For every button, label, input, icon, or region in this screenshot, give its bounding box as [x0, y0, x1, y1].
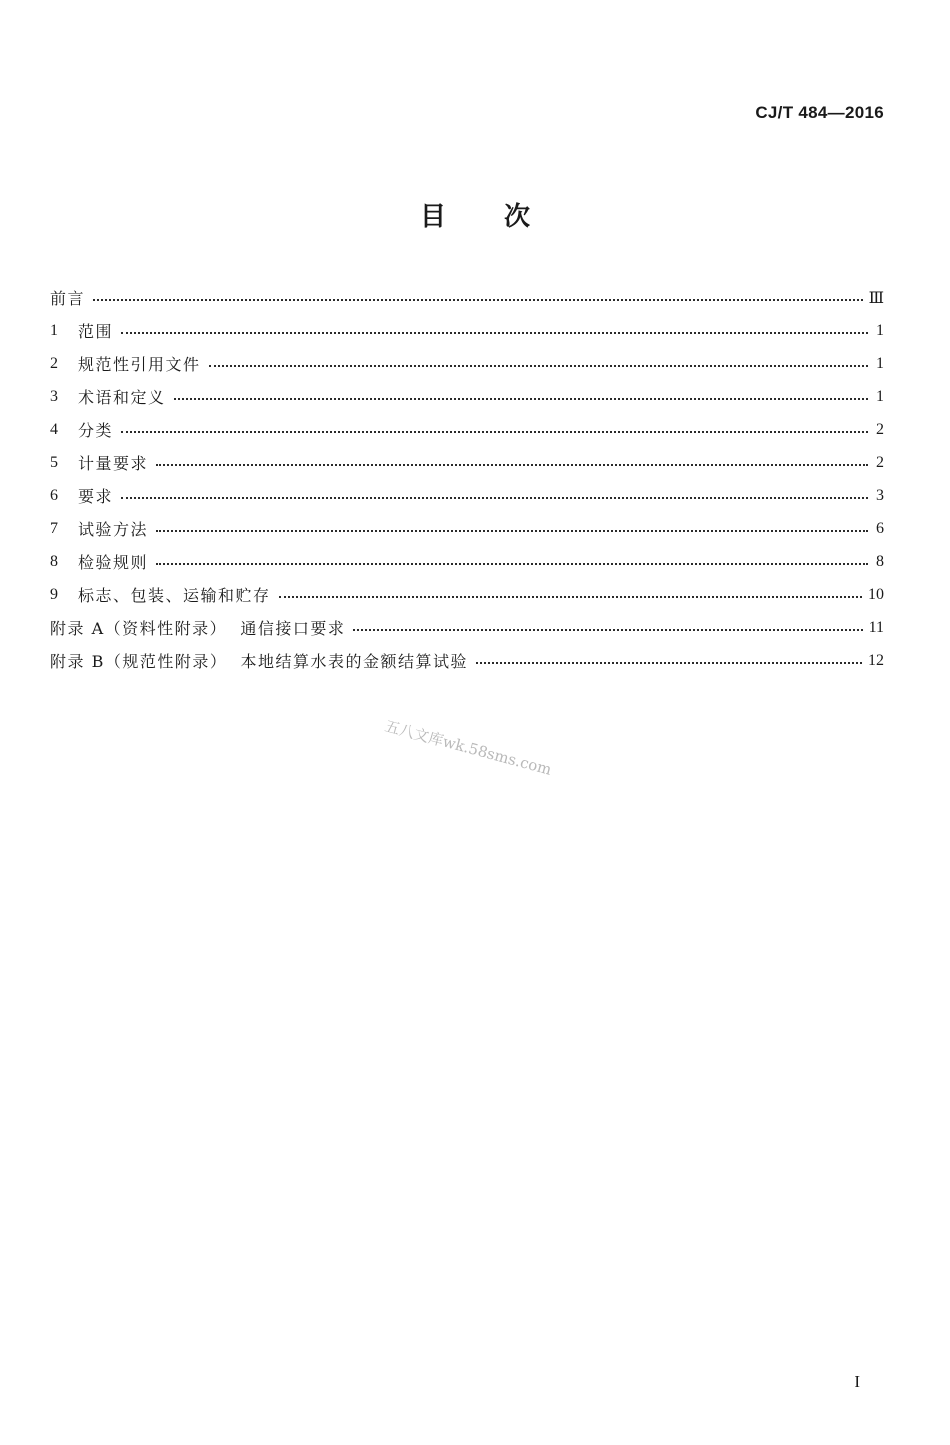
toc-leader-dots: [209, 365, 868, 367]
toc-entry-page: 1: [876, 387, 884, 405]
toc-entry-number: 7: [50, 519, 58, 537]
toc-entry-page: 1: [876, 354, 884, 372]
toc-leader-dots: [121, 431, 868, 433]
toc-entry-number: 9: [50, 585, 58, 603]
toc-entry-label: 附录 B（规范性附录） 本地结算水表的金额结算试验: [50, 652, 469, 671]
toc-entry-number: 3: [50, 387, 58, 405]
toc-leader-dots: [353, 629, 862, 631]
toc-entry-page: 12: [868, 651, 884, 669]
toc-entry-number: 5: [50, 453, 58, 471]
toc-entry-label: 前言: [50, 289, 86, 308]
toc-leader-dots: [156, 563, 868, 565]
toc-entry-inspection-rules[interactable]: [50, 545, 884, 578]
toc-leader-dots: [121, 497, 868, 499]
toc-entry-requirements[interactable]: [50, 479, 884, 512]
toc-leader-dots: [156, 464, 868, 466]
watermark: 五八文库wk.58sms.com: [382, 716, 554, 779]
toc-leader-dots: [93, 299, 863, 301]
toc-leader-dots: [174, 398, 868, 400]
toc-entry-label: 范围: [78, 322, 114, 341]
table-of-contents: [50, 281, 884, 677]
toc-entry-label: 要求: [78, 487, 114, 506]
toc-entry-page: 1: [876, 321, 884, 339]
toc-entry-test-methods[interactable]: [50, 512, 884, 545]
page-number: I: [854, 1372, 860, 1391]
toc-entry-classification[interactable]: [50, 413, 884, 446]
toc-entry-annex-b[interactable]: [50, 644, 884, 677]
toc-entry-label: 规范性引用文件: [78, 355, 201, 374]
toc-entry-page: 6: [876, 519, 884, 537]
toc-entry-label: 分类: [78, 421, 114, 440]
toc-entry-label: 试验方法: [78, 520, 149, 539]
toc-entry-scope[interactable]: [50, 314, 884, 347]
toc-entry-metrological-requirements[interactable]: [50, 446, 884, 479]
toc-entry-label: 计量要求: [78, 454, 149, 473]
toc-entry-number: 6: [50, 486, 58, 504]
toc-entry-label: 检验规则: [78, 553, 149, 572]
toc-entry-terms-definitions[interactable]: [50, 380, 884, 413]
toc-entry-page: 2: [876, 453, 884, 471]
toc-entry-page: 8: [876, 552, 884, 570]
toc-entry-label: 标志、包装、运输和贮存: [78, 586, 271, 605]
page-title: 目次: [419, 202, 588, 232]
toc-entry-page: 3: [876, 486, 884, 504]
toc-entry-foreword[interactable]: [50, 281, 884, 314]
toc-entry-page: 11: [868, 618, 884, 636]
toc-leader-dots: [279, 596, 862, 598]
toc-entry-page: 2: [876, 420, 884, 438]
toc-entry-marking-packaging[interactable]: [50, 578, 884, 611]
toc-entry-number: 4: [50, 420, 58, 438]
toc-entry-annex-a[interactable]: [50, 611, 884, 644]
toc-entry-normative-references[interactable]: [50, 347, 884, 380]
toc-entry-page: Ⅲ: [868, 289, 884, 307]
toc-entry-label: 术语和定义: [78, 388, 166, 407]
toc-leader-dots: [121, 332, 868, 334]
toc-entry-label: 附录 A（资料性附录） 通信接口要求: [50, 619, 346, 638]
toc-entry-number: 2: [50, 354, 58, 372]
toc-entry-number: 8: [50, 552, 58, 570]
toc-leader-dots: [156, 530, 868, 532]
toc-entry-page: 10: [868, 585, 884, 603]
toc-leader-dots: [476, 662, 862, 664]
standard-code: CJ/T 484—2016: [755, 103, 884, 122]
toc-entry-number: 1: [50, 321, 58, 339]
